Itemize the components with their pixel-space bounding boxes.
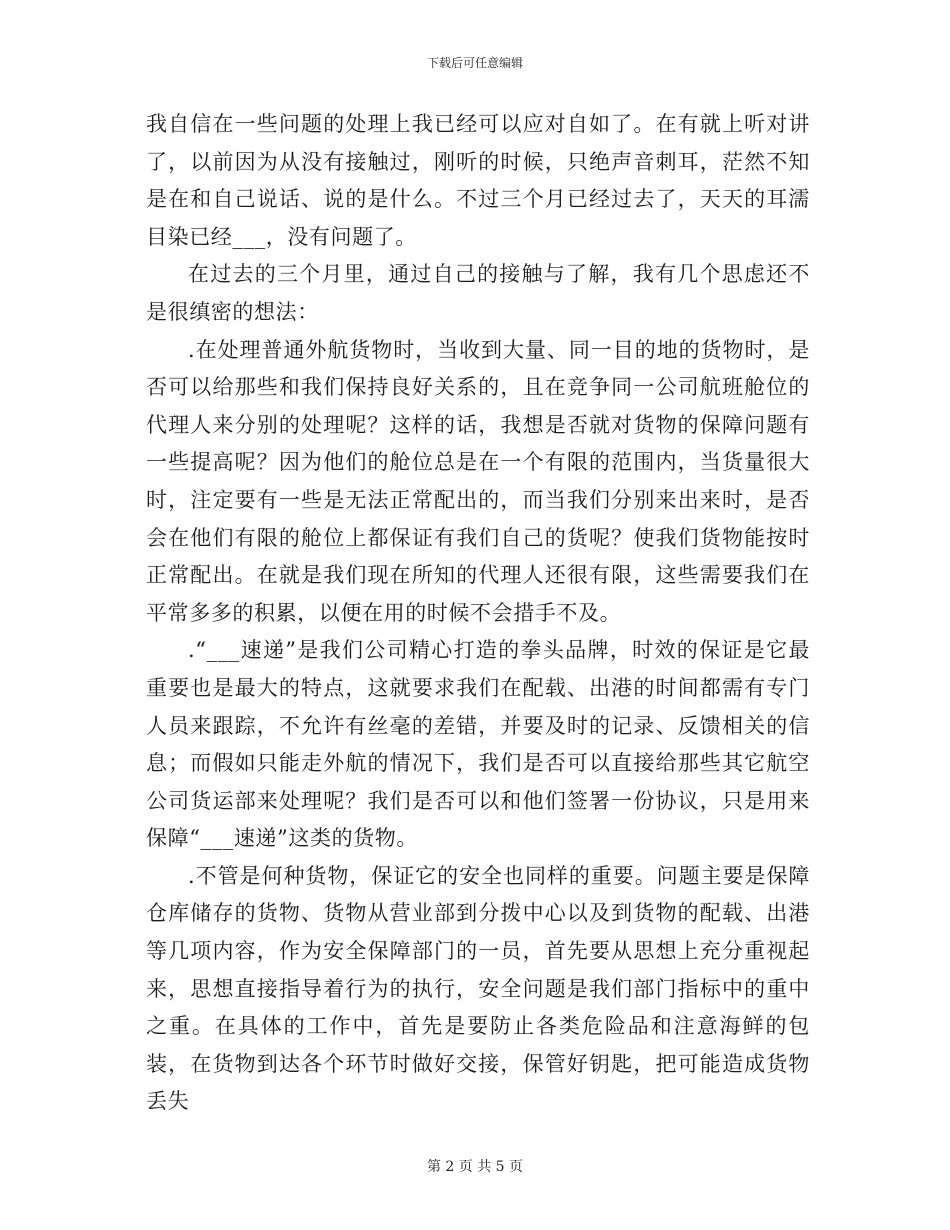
paragraph: 在过去的三个月里，通过自己的接触与了解，我有几个思虑还不是很缜密的想法： xyxy=(146,262,810,324)
paragraph: .“___速递”是我们公司精心打造的拳头品牌，时效的保证是它最重要也是最大的特点，这就要求我们在配载、出港的时间都需有专门人员来跟踪，不允许有丝毫的差错，并要及时的记录、反馈相关的信息；而假如只能走外航的情况下，我们是否可以直接给那些其它航空公司货运部来处理呢？我们是否可以和他们签署一份协议，只是用来保障“___速递”这类的货物。 xyxy=(146,638,810,851)
paragraph: .不管是何种货物，保证它的安全也同样的重要。问题主要是保障仓库储存的货物、货物从营业部到分拨中心以及到货物的配载、出港等几项内容，作为安全保障部门的一员，首先要从思想上充分重视起来，思想直接指导着行为的执行，安全问题是我们部门指标中的重中之重。在具体的工作中，首先是要防止各类危险品和注意海鲜的包装，在货物到达各个环节时做好交接，保管好钥匙，把可能造成货物丢失 xyxy=(146,863,810,1114)
paragraph: 我自信在一些问题的处理上我已经可以应对自如了。在有就上听对讲了，以前因为从没有接触过，刚听的时候，只绝声音刺耳，茫然不知是在和自己说话、说的是什么。不过三个月已经过去了，天天的耳濡目染已经___，没有问题了。 xyxy=(146,112,810,249)
page-header: 下载后可任意编辑 xyxy=(426,56,523,70)
paragraph: .在处理普通外航货物时，当收到大量、同一目的地的货物时，是否可以给那些和我们保持良好关系的，且在竞争同一公司航班舱位的代理人来分别的处理呢？这样的话，我想是否就对货物的保障问题有一些提高呢？因为他们的舱位总是在一个有限的范围内，当货量很大时，注定要有一些是无法正常配出的，而当我们分别来出来时，是否会在他们有限的舱位上都保证有我们自己的货呢？使我们货物能按时正常配出。在就是我们现在所知的代理人还很有限，这些需要我们在平常多多的积累，以便在用的时候不会措手不及。 xyxy=(146,337,810,625)
document-body xyxy=(146,106,810,1121)
page-footer: 第 2 页 共 5 页 xyxy=(426,1159,524,1175)
